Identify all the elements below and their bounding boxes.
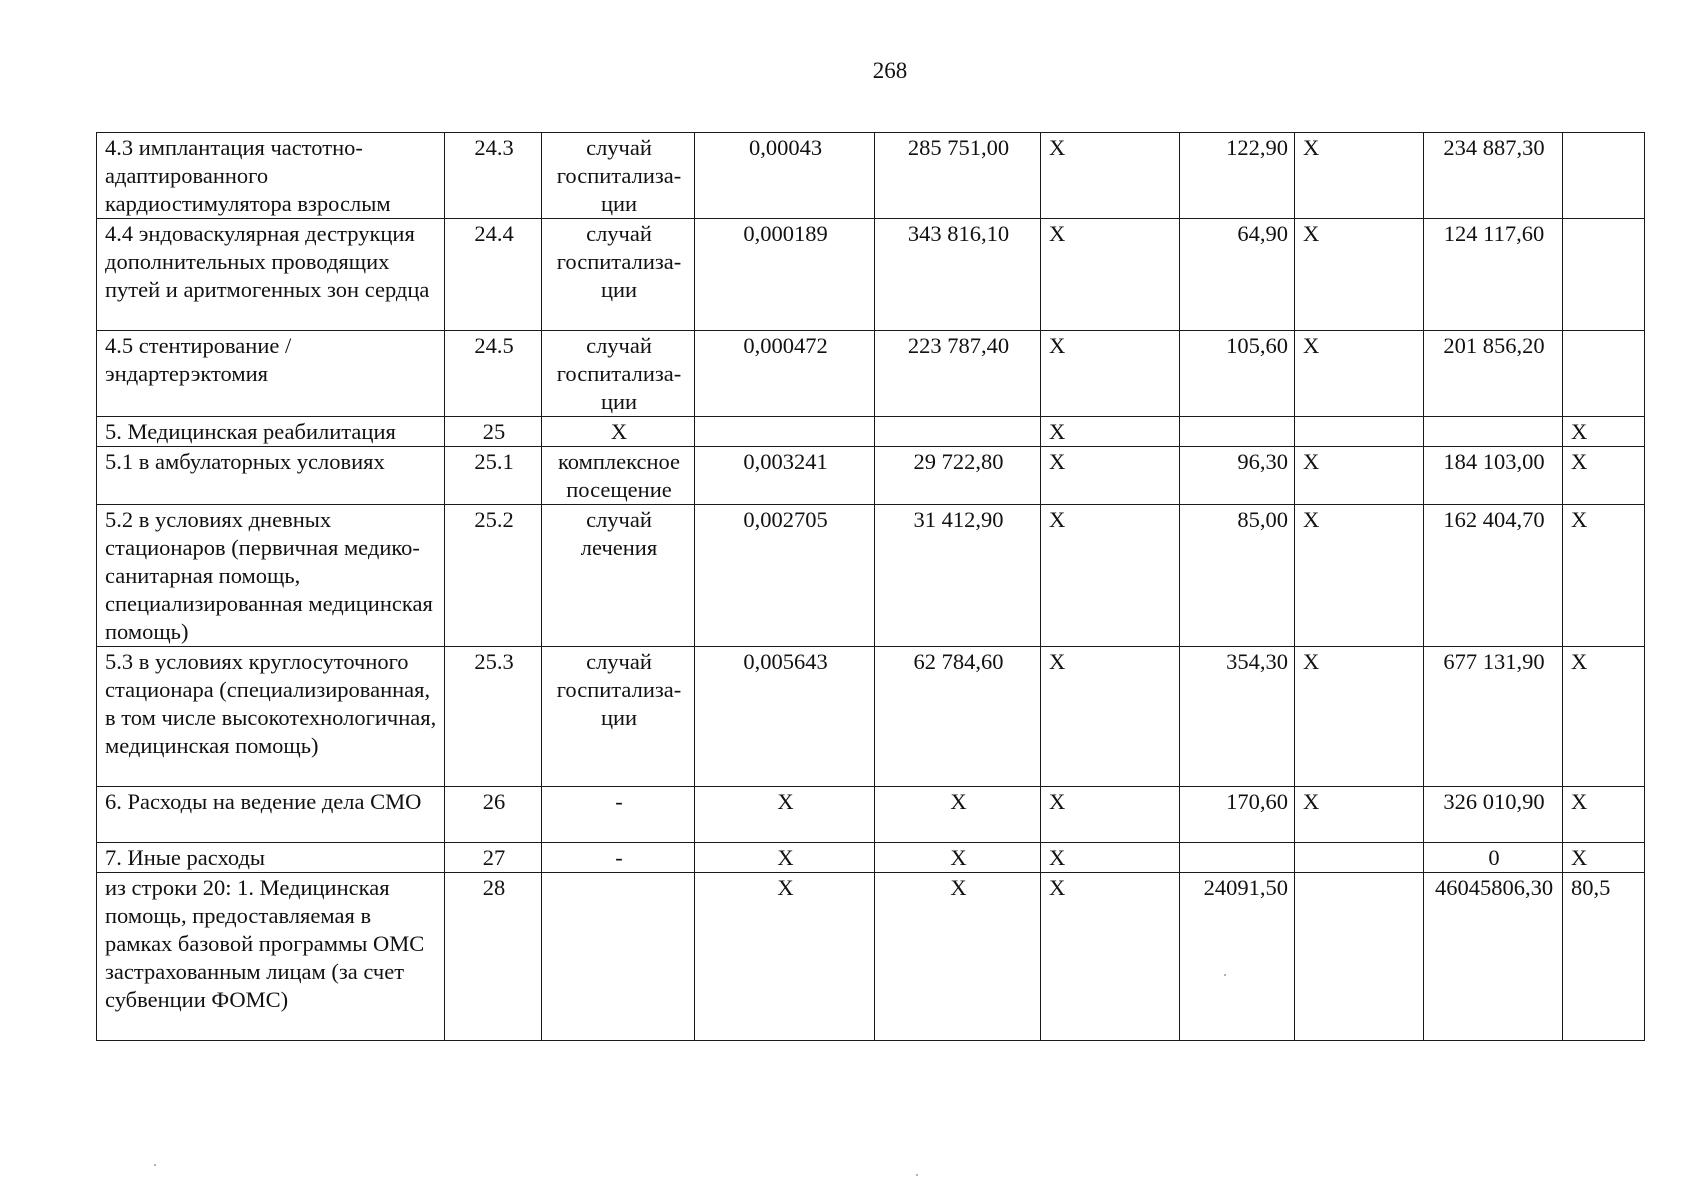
row-x2-cell: Х	[1295, 447, 1424, 505]
row-cost-cell: 223 787,40	[875, 331, 1041, 417]
row-total-cell: 184 103,00	[1424, 447, 1563, 505]
table-row	[97, 417, 1645, 447]
row-last-cell: 80,5	[1563, 873, 1645, 1041]
table-row	[97, 787, 1645, 843]
row-code-cell: 25.2	[445, 505, 542, 647]
row-unit-cell: комплексное посещение	[542, 447, 695, 505]
row-cost-cell: 62 784,60	[875, 647, 1041, 787]
row-name-cell: 5. Медицинская реабилитация	[97, 417, 445, 447]
row-last-cell	[1563, 133, 1645, 219]
row-unit-cell: случай лечения	[542, 505, 695, 647]
row-norm-cell: Х	[695, 873, 875, 1041]
table-row	[97, 331, 1645, 417]
row-x2-cell: Х	[1295, 505, 1424, 647]
row-x2-cell: Х	[1295, 133, 1424, 219]
row-norm-cell: Х	[695, 843, 875, 873]
row-total-cell: 46045806,30	[1424, 873, 1563, 1041]
row-cost-cell	[875, 417, 1041, 447]
row-last-cell: Х	[1563, 505, 1645, 647]
row-norm-cell: 0,003241	[695, 447, 875, 505]
row-per-capita-cell: 122,90	[1180, 133, 1295, 219]
row-x2-cell: Х	[1295, 219, 1424, 331]
row-name-cell: 4.5 стентирование / эндартерэктомия	[97, 331, 445, 417]
row-norm-cell	[695, 417, 875, 447]
row-unit-cell: случай госпитализа-ции	[542, 647, 695, 787]
row-x1-cell: Х	[1041, 843, 1180, 873]
row-unit-cell	[542, 873, 695, 1041]
row-x2-cell	[1295, 873, 1424, 1041]
table-body	[97, 133, 1645, 1041]
row-code-cell: 25.3	[445, 647, 542, 787]
scan-speck	[916, 1174, 918, 1176]
table-row	[97, 505, 1645, 647]
scan-speck	[154, 1164, 156, 1166]
row-unit-cell: Х	[542, 417, 695, 447]
row-code-cell: 25.1	[445, 447, 542, 505]
row-x1-cell: Х	[1041, 647, 1180, 787]
row-total-cell: 234 887,30	[1424, 133, 1563, 219]
table-row	[97, 133, 1645, 219]
row-cost-cell: Х	[875, 843, 1041, 873]
row-total-cell: 677 131,90	[1424, 647, 1563, 787]
row-name-cell: 4.4 эндоваскулярная деструкция дополнительных проводящих путей и аритмогенных зон сердца	[97, 219, 445, 331]
row-name-cell: 5.3 в условиях круглосуточного стационара (специализированная, в том числе высокотехнологичная, медицинская помощь)	[97, 647, 445, 787]
row-cost-cell: 31 412,90	[875, 505, 1041, 647]
row-x1-cell: Х	[1041, 219, 1180, 331]
row-norm-cell: 0,000472	[695, 331, 875, 417]
row-total-cell: 326 010,90	[1424, 787, 1563, 843]
row-x1-cell: Х	[1041, 873, 1180, 1041]
row-cost-cell: Х	[875, 873, 1041, 1041]
row-name-cell: 6. Расходы на ведение дела СМО	[97, 787, 445, 843]
row-code-cell: 24.3	[445, 133, 542, 219]
row-norm-cell: Х	[695, 787, 875, 843]
table-row	[97, 873, 1645, 1041]
financing-table	[96, 132, 1645, 1041]
row-x2-cell: Х	[1295, 787, 1424, 843]
row-last-cell: Х	[1563, 787, 1645, 843]
row-per-capita-cell: 85,00	[1180, 505, 1295, 647]
row-x2-cell	[1295, 417, 1424, 447]
row-x2-cell	[1295, 843, 1424, 873]
table-row	[97, 447, 1645, 505]
row-last-cell: Х	[1563, 647, 1645, 787]
row-code-cell: 25	[445, 417, 542, 447]
row-norm-cell: 0,002705	[695, 505, 875, 647]
row-norm-cell: 0,005643	[695, 647, 875, 787]
row-unit-cell: случай госпитализа-ции	[542, 331, 695, 417]
row-norm-cell: 0,000189	[695, 219, 875, 331]
row-unit-cell: -	[542, 787, 695, 843]
row-name-cell: 5.2 в условиях дневных стационаров (первичная медико-санитарная помощь, специализированная медицинская помощь)	[97, 505, 445, 647]
row-last-cell	[1563, 219, 1645, 331]
row-name-cell: 7. Иные расходы	[97, 843, 445, 873]
row-code-cell: 26	[445, 787, 542, 843]
row-name-cell: из строки 20: 1. Медицинская помощь, предоставляемая в рамках базовой программы ОМС застрахованным лицам (за счет субвенции ФОМС)	[97, 873, 445, 1041]
row-x1-cell: Х	[1041, 787, 1180, 843]
row-cost-cell: 343 816,10	[875, 219, 1041, 331]
row-x1-cell: Х	[1041, 447, 1180, 505]
row-code-cell: 24.5	[445, 331, 542, 417]
row-last-cell: Х	[1563, 843, 1645, 873]
row-per-capita-cell	[1180, 843, 1295, 873]
row-unit-cell: случай госпитализа-ции	[542, 133, 695, 219]
row-last-cell: Х	[1563, 447, 1645, 505]
row-per-capita-cell: 170,60	[1180, 787, 1295, 843]
row-code-cell: 28	[445, 873, 542, 1041]
row-per-capita-cell: 64,90	[1180, 219, 1295, 331]
row-per-capita-cell: 105,60	[1180, 331, 1295, 417]
row-per-capita-cell: 354,30	[1180, 647, 1295, 787]
row-x2-cell: Х	[1295, 647, 1424, 787]
row-unit-cell: случай госпитализа-ции	[542, 219, 695, 331]
table-row	[97, 843, 1645, 873]
page-number: 268	[872, 58, 908, 83]
scan-speck	[1224, 974, 1226, 976]
row-code-cell: 24.4	[445, 219, 542, 331]
row-x1-cell: Х	[1041, 505, 1180, 647]
row-per-capita-cell: 96,30	[1180, 447, 1295, 505]
row-total-cell: 162 404,70	[1424, 505, 1563, 647]
row-total-cell: 201 856,20	[1424, 331, 1563, 417]
row-total-cell: 124 117,60	[1424, 219, 1563, 331]
row-x1-cell: Х	[1041, 417, 1180, 447]
row-name-cell: 5.1 в амбулаторных условиях	[97, 447, 445, 505]
row-per-capita-cell	[1180, 417, 1295, 447]
row-last-cell	[1563, 331, 1645, 417]
row-name-cell: 4.3 имплантация частотно-адаптированного кардиостимулятора взрослым	[97, 133, 445, 219]
row-x1-cell: Х	[1041, 331, 1180, 417]
row-code-cell: 27	[445, 843, 542, 873]
table-row	[97, 219, 1645, 331]
row-total-cell	[1424, 417, 1563, 447]
row-last-cell: Х	[1563, 417, 1645, 447]
row-cost-cell: Х	[875, 787, 1041, 843]
table-row	[97, 647, 1645, 787]
row-unit-cell: -	[542, 843, 695, 873]
row-x1-cell: Х	[1041, 133, 1180, 219]
row-x2-cell: Х	[1295, 331, 1424, 417]
row-total-cell: 0	[1424, 843, 1563, 873]
row-cost-cell: 29 722,80	[875, 447, 1041, 505]
row-norm-cell: 0,00043	[695, 133, 875, 219]
row-cost-cell: 285 751,00	[875, 133, 1041, 219]
row-per-capita-cell: 24091,50	[1180, 873, 1295, 1041]
